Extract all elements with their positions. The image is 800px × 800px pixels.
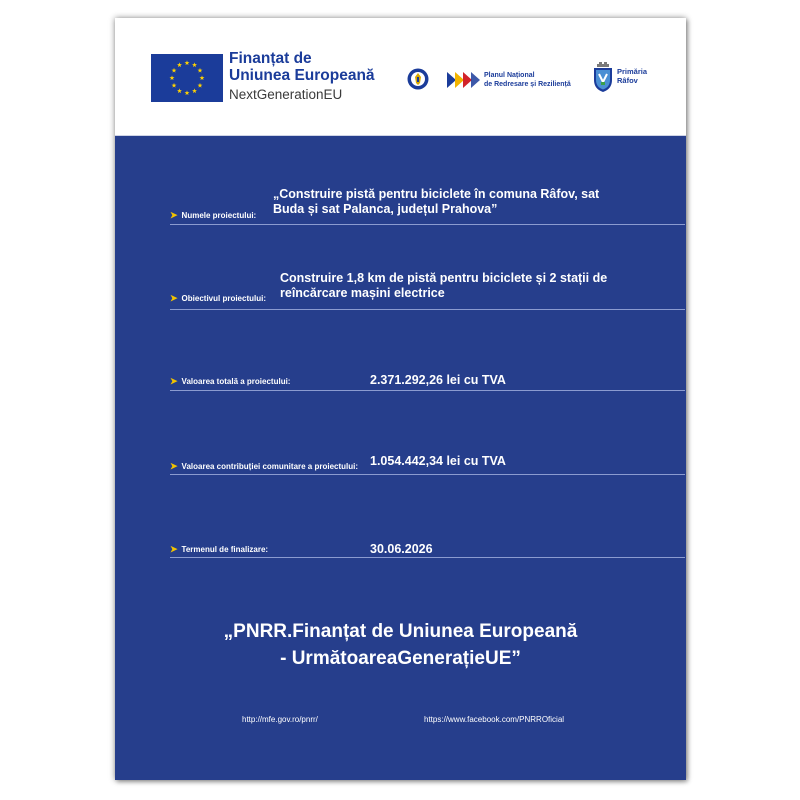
mfe-link[interactable]: http://mfe.gov.ro/pnrr/ bbox=[242, 715, 318, 724]
slogan-line1: „PNRR.Finanțat de Uniunea Europeană bbox=[223, 621, 578, 642]
eu-funding-line1: Finanțat de bbox=[229, 50, 312, 67]
arrow-bullet-icon: ➤ bbox=[170, 293, 178, 303]
romania-government-emblem-icon bbox=[407, 68, 429, 90]
project-name-value: „Construire pistă pentru biciclete în comuna Râfov, sat Buda și sat Palanca, județul Prahova” bbox=[273, 187, 600, 216]
rafov-line2: Râfov bbox=[617, 76, 638, 85]
total-value-amount: 2.371.292,26 lei cu TVA bbox=[370, 373, 506, 387]
rafov-logo-text bbox=[617, 67, 677, 85]
project-name-row bbox=[170, 183, 685, 225]
arrow-bullet-icon: ➤ bbox=[170, 461, 178, 471]
eu-funding-text bbox=[229, 50, 399, 104]
project-objective-row bbox=[170, 268, 685, 310]
project-billboard bbox=[115, 18, 686, 780]
pnrr-line2: de Redresare și Reziliență bbox=[484, 81, 571, 88]
pnrr-arrows-icon bbox=[447, 70, 481, 90]
eu-flag-icon bbox=[151, 54, 223, 102]
next-generation-eu-label: NextGenerationEU bbox=[229, 87, 343, 102]
completion-deadline-row bbox=[170, 538, 685, 558]
eu-funding-line2: Uniunea Europeană bbox=[229, 67, 375, 84]
total-value-row bbox=[170, 368, 685, 391]
project-name-label: ➤ Numele proiectului: bbox=[170, 210, 257, 220]
completion-deadline-value: 30.06.2026 bbox=[370, 542, 433, 556]
divider bbox=[170, 309, 685, 310]
pnrr-logo-text bbox=[484, 71, 594, 89]
project-objective-label: ➤ Obiectivul proiectului: bbox=[170, 293, 266, 303]
rafov-line1: Primăria bbox=[617, 67, 648, 76]
community-contribution-row bbox=[170, 451, 685, 475]
pnrr-slogan bbox=[115, 618, 686, 672]
rafov-crest-icon bbox=[593, 62, 613, 92]
divider bbox=[170, 557, 685, 558]
community-contribution-label: ➤ Valoarea contribuției comunitare a proiectului: bbox=[170, 461, 359, 471]
header-banner bbox=[115, 18, 686, 136]
total-value-label: ➤ Valoarea totală a proiectului: bbox=[170, 376, 291, 386]
divider bbox=[170, 474, 685, 475]
arrow-bullet-icon: ➤ bbox=[170, 544, 178, 554]
slogan-line2: - UrmătoareaGenerațieUE” bbox=[280, 648, 521, 669]
facebook-link[interactable]: https://www.facebook.com/PNRROficial bbox=[424, 715, 565, 724]
arrow-bullet-icon: ➤ bbox=[170, 376, 178, 386]
completion-deadline-label: ➤ Termenul de finalizare: bbox=[170, 544, 269, 554]
divider bbox=[170, 390, 685, 391]
divider bbox=[170, 224, 685, 225]
project-objective-value: Construire 1,8 km de pistă pentru biciclete și 2 stații de reîncărcare mașini electrice bbox=[280, 271, 608, 300]
community-contribution-amount: 1.054.442,34 lei cu TVA bbox=[370, 454, 506, 468]
arrow-bullet-icon: ➤ bbox=[170, 210, 178, 220]
pnrr-line1: Planul Național bbox=[484, 72, 535, 79]
